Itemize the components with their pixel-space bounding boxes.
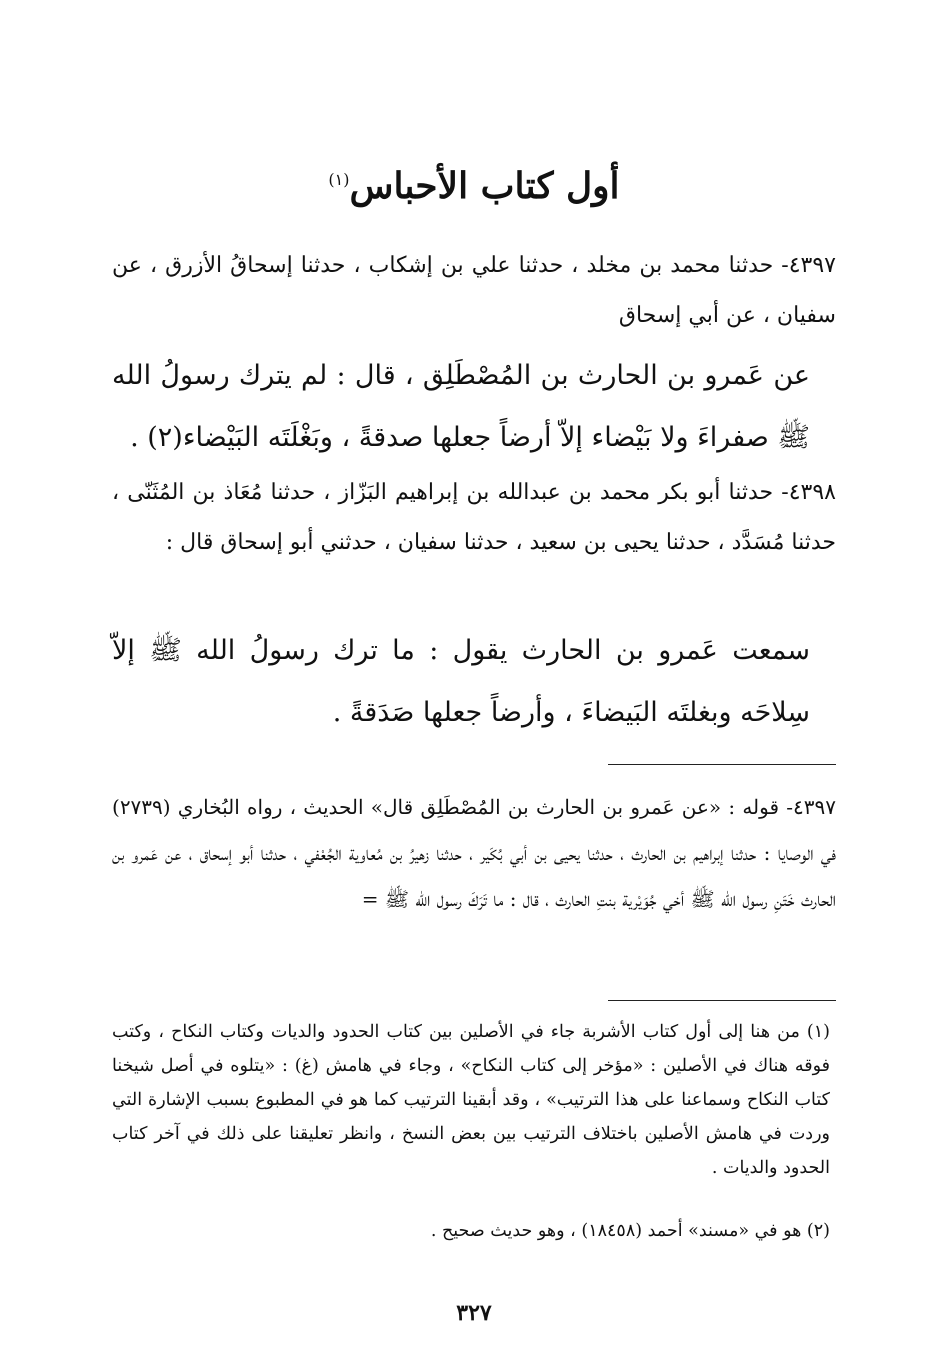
footnote-1: (١) من هنا إلى أول كتاب الأشربة جاء في الأصلين بين كتاب الحدود والديات وكتاب النكاح ، وكتب فوقه هناك في الأصلين : «مؤخر إلى كتاب النكاح» ، وجاء في هامش (غ) : «يتلوه في أصل شيخنا كتاب النكاح وسماعنا على هذا الترتيب» ، وقد أبقينا الترتيب كما هو في المطبوع بسبب الإشارة التي وردت في هامش الأصلين باختلاف الترتيب بين بعض النسخ ، وانظر تعليقنا على ذلك في آخر كتاب الحدود والديات . [112, 1022, 830, 1178]
hadith-4397-matn: عن عَمرو بن الحارث بن المُصْطَلِق ، قال : لم يترك رسولُ الله ﷺ صفراءَ ولا بَيْضاء إلاّ أرضاً جعلها صدقةً ، وبَغْلَتَه البَيْضاء(٢) . [112, 360, 810, 453]
hadith-4397-isnad: ٤٣٩٧- حدثنا محمد بن مخلد ، حدثنا علي بن إشكاب ، حدثنا إسحاقُ الأزرق ، عن سفيان ، عن أبي إسحاق [112, 253, 836, 328]
hadith-4398-isnad: ٤٣٩٨- حدثنا أبو بكر محمد بن عبدالله بن إبراهيم البَزّاز ، حدثنا مُعَاذ بن المُثَنّى ، حدثنا مُسَدَّد ، حدثنا يحيى بن سعيد ، حدثنا سفيان ، حدثني أبو إسحاق قال : [112, 480, 836, 555]
footnote-2: (٢) هو في «مسند» أحمد (١٨٤٥٨) ، وهو حديث صحيح . [430, 1221, 830, 1241]
chapter-title-text: أول كتاب الأحباس [349, 165, 620, 207]
chapter-title [0, 165, 948, 207]
hadith-4398-matn: سمعت عَمرو بن الحارث يقول : ما ترك رسولُ الله ﷺ إلاّ سِلاحَه وبغلتَه البَيضاءَ ، وأرضاً جعلها صَدَقةً . [112, 635, 810, 728]
page-number: ٣٢٧ [456, 1300, 492, 1326]
footnote-separator [608, 1000, 836, 1001]
commentary-4397: ٤٣٩٧- قوله : «عن عَمرو بن الحارث بن المُصْطَلِق قال» الحديث ، رواه البُخاري (٢٧٣٩) في الوصايا : حدثنا إبراهيم بن الحارث ، حدثنا يحيى بن أبي بُكَير ، حدثنا زهيرُ بن مُعاوية الجُعْفي ، حدثنا أبو إسحاق ، عن عَمرو بن الحارث خَتَنِ رسول الله ﷺ أخي جُوَيْرية بنتِ الحارث ، قال : ما تَرَكَ رسول الله ﷺ = [112, 795, 836, 911]
footnote-marker: (١) [328, 170, 350, 189]
commentary-separator [608, 764, 836, 765]
